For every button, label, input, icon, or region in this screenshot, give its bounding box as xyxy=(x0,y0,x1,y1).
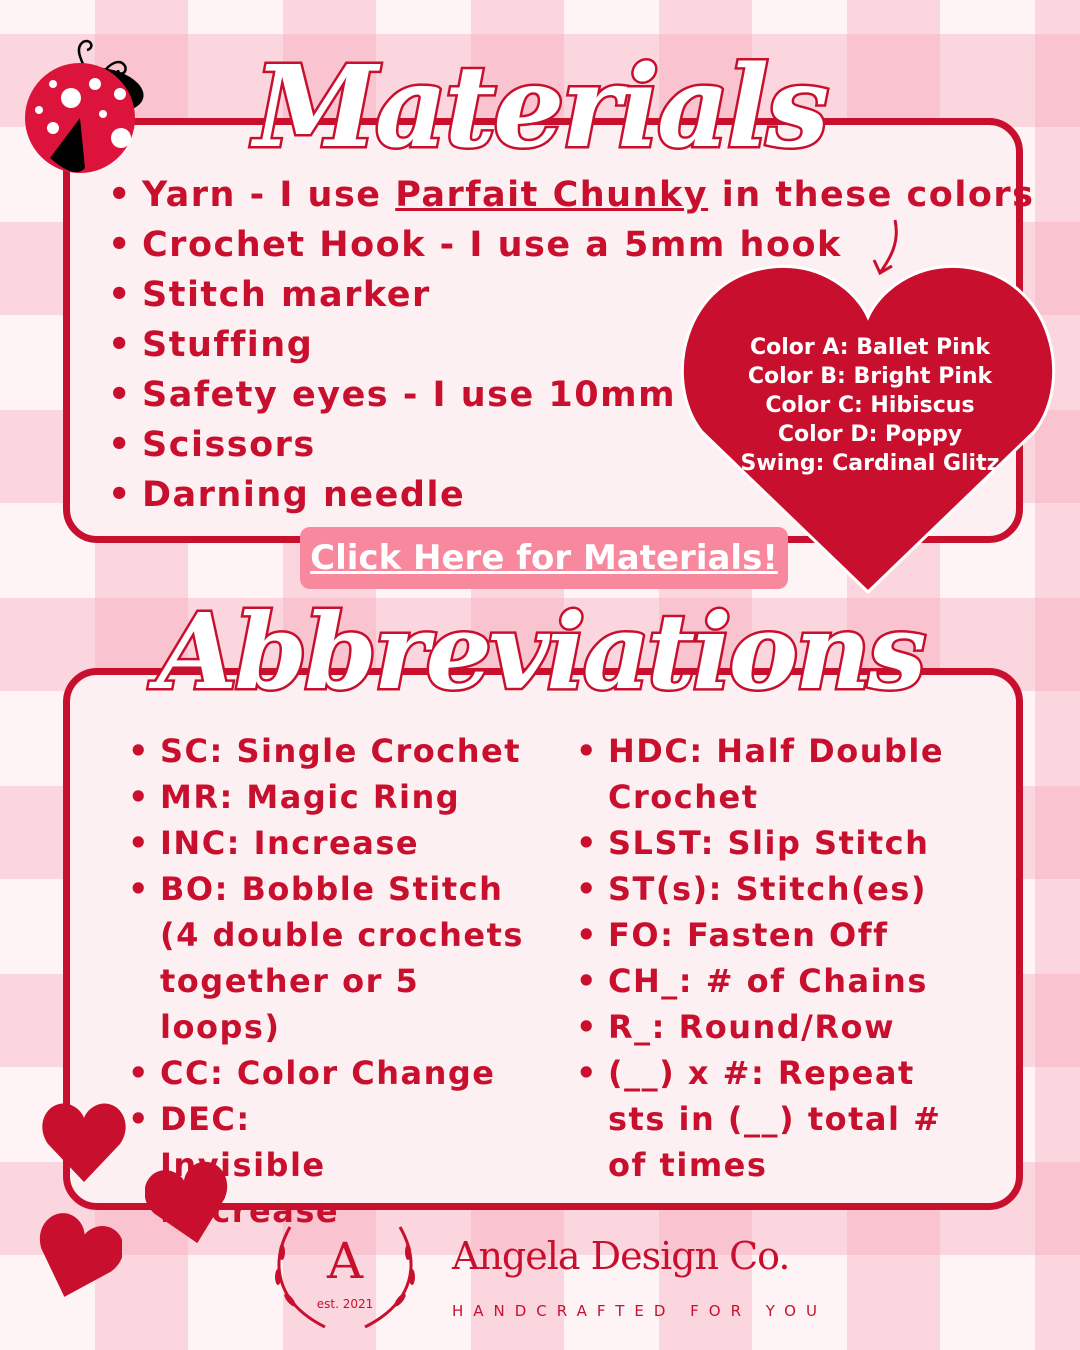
yarn-colors: Color A: Ballet Pink Color B: Bright Pink Color C: Hibiscus Color D: Poppy Swing: Cardinal Glitz xyxy=(740,335,1000,476)
list-item: • FO: Fasten Off xyxy=(576,912,996,958)
list-item: • Crochet Hook - I use a 5mm hook xyxy=(108,220,1034,270)
brand-est: est. 2021 xyxy=(316,1297,374,1311)
abbreviations-title: Abbreviations xyxy=(156,590,924,713)
brand-monogram: A xyxy=(326,1232,364,1290)
list-item: • Safety eyes - I use 10mm xyxy=(108,370,1034,420)
list-item: • Stuffing xyxy=(108,320,1034,370)
list-item: • Yarn - I use Parfait Chunky in these colors xyxy=(108,170,1034,220)
list-item: • BO: Bobble Stitch (4 double crochets together or 5 loops) xyxy=(128,866,548,1050)
list-item: • MR: Magic Ring xyxy=(128,774,548,820)
list-item: • R_: Round/Row xyxy=(576,1004,996,1050)
list-item: • Stitch marker xyxy=(108,270,1034,320)
list-item: • SC: Single Crochet xyxy=(128,728,548,774)
materials-list xyxy=(108,170,1034,520)
list-item: • HDC: Half Double Crochet xyxy=(576,728,946,820)
materials-title: Materials xyxy=(253,42,827,173)
list-item: • (__) x #: Repeat sts in (__) total # of times xyxy=(576,1050,976,1188)
list-item: • INC: Increase xyxy=(128,820,548,866)
list-item: • Scissors xyxy=(108,420,1034,470)
list-item: • CC: Color Change xyxy=(128,1050,548,1096)
heart-decoration-icon xyxy=(40,1098,128,1184)
brand-tagline: HANDCRAFTED FOR YOU xyxy=(452,1302,827,1320)
list-item: • ST(s): Stitch(es) xyxy=(576,866,996,912)
list-item: • CH_: # of Chains xyxy=(576,958,996,1004)
parfait-chunky-link[interactable]: Parfait Chunky xyxy=(395,175,709,215)
list-item: • Darning needle xyxy=(108,470,1034,520)
abbreviations-left xyxy=(128,728,548,1234)
materials-link-button[interactable]: Click Here for Materials! xyxy=(300,527,788,589)
list-item: • SLST: Slip Stitch xyxy=(576,820,996,866)
abbreviations-right xyxy=(576,728,996,1188)
heart-decoration-icon xyxy=(32,1212,122,1302)
list-item: • DEC: Invisible Decrease xyxy=(128,1096,428,1234)
brand-name: Angela Design Co. xyxy=(452,1234,790,1278)
